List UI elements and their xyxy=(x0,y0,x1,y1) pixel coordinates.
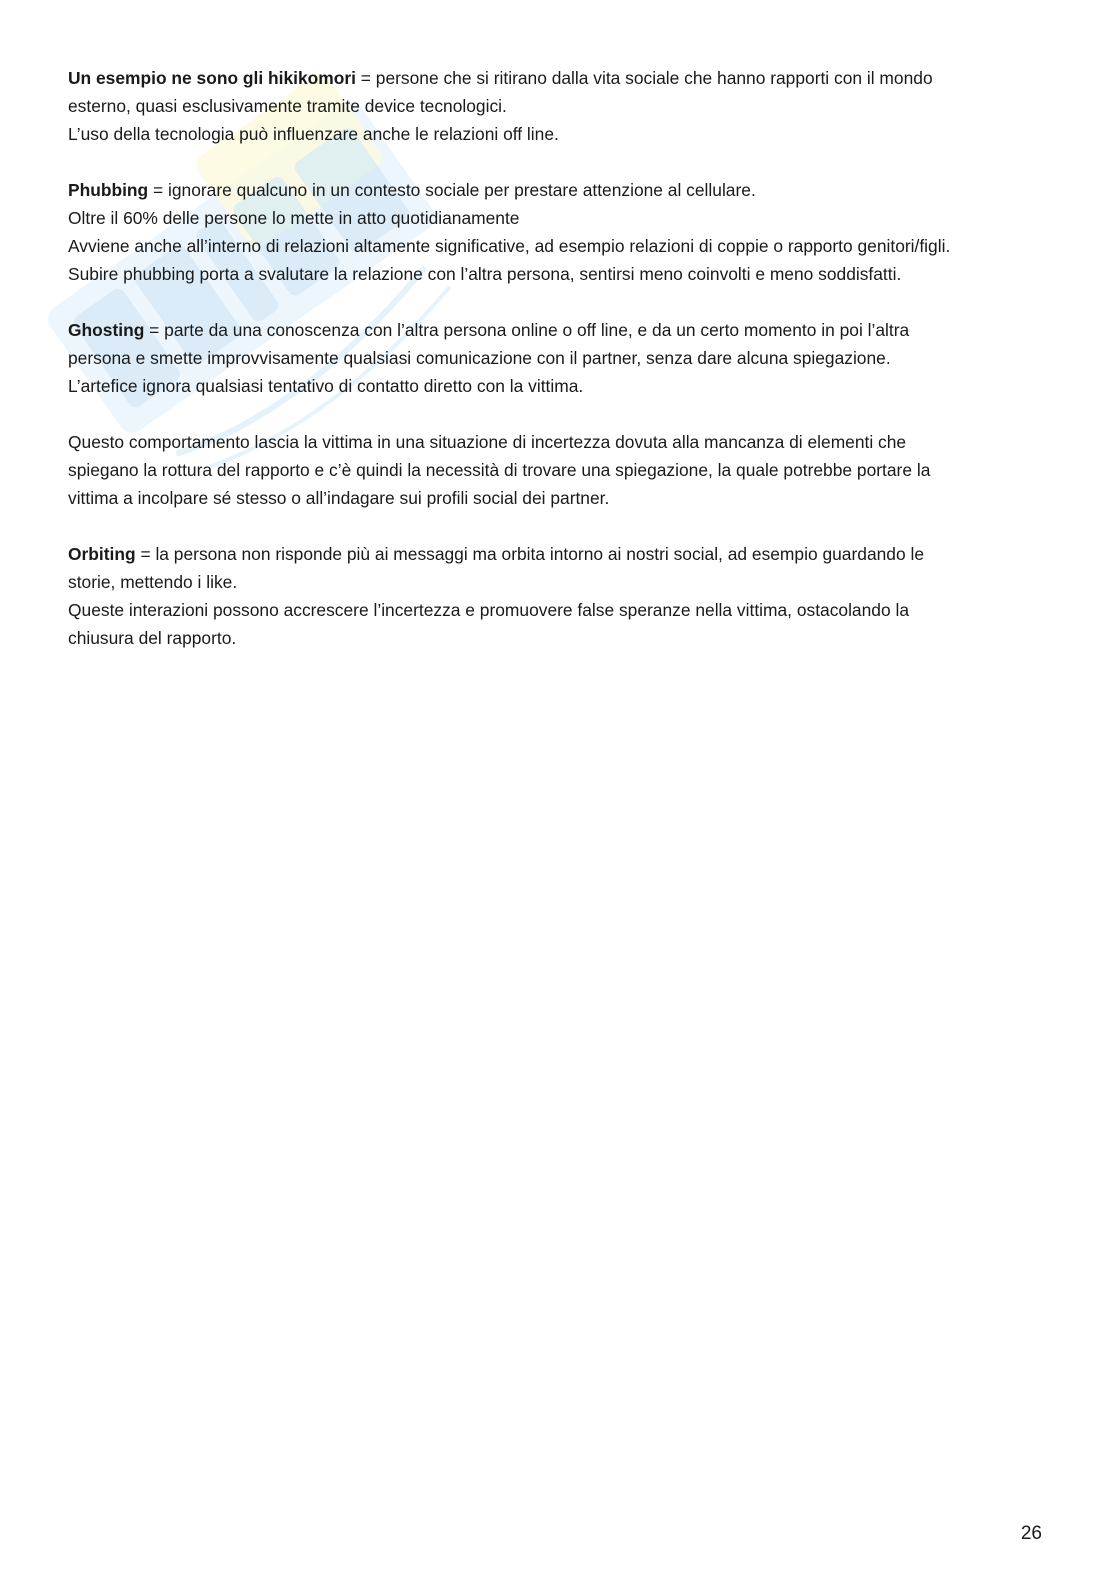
paragraph-line: Subire phubbing porta a svalutare la relazione con l’altra persona, sentirsi meno coinvolti e meno soddisfatti. xyxy=(68,264,902,284)
definition-text: = persone che si ritirano dalla vita sociale che hanno rapporti con il mondo xyxy=(355,68,933,88)
paragraph-first-line xyxy=(68,540,1058,568)
paragraph-line: L’uso della tecnologia può influenzare anche le relazioni off line. xyxy=(68,124,559,144)
term-orbiting: Orbiting xyxy=(68,544,136,564)
paragraph-first-line xyxy=(68,176,1058,204)
term-ghosting: Ghosting xyxy=(68,320,145,340)
paragraph-line: spiegano la rottura del rapporto e c’è quindi la necessità di trovare una spiegazione, la quale potrebbe portare la xyxy=(68,460,931,480)
paragraph-line: Avviene anche all’interno di relazioni altamente significative, ad esempio relazioni di coppie o rapporto genitori/figli. xyxy=(68,236,951,256)
paragraph-line: vittima a incolpare sé stesso o all’indagare sui profili social dei partner. xyxy=(68,488,610,508)
paragraph-phubbing xyxy=(68,176,1058,288)
term-phubbing: Phubbing xyxy=(68,180,149,200)
paragraph-first-line xyxy=(68,64,1058,92)
paragraph-first-line xyxy=(68,316,1058,344)
paragraph-line: esterno, quasi esclusivamente tramite device tecnologici. xyxy=(68,96,507,116)
document-body xyxy=(68,64,1058,680)
paragraph-hikikomori xyxy=(68,64,1058,148)
paragraph-ghosting-effects xyxy=(68,428,1058,512)
paragraph-line: Questo comportamento lascia la vittima in una situazione di incertezza dovuta alla mancanza di elementi che xyxy=(68,432,907,452)
paragraph-ghosting xyxy=(68,316,1058,400)
paragraph-orbiting xyxy=(68,540,1058,652)
paragraph-line: chiusura del rapporto. xyxy=(68,628,237,648)
paragraph-line: persona e smette improvvisamente qualsiasi comunicazione con il partner, senza dare alcuna spiegazione. xyxy=(68,348,891,368)
paragraph-line: L’artefice ignora qualsiasi tentativo di contatto diretto con la vittima. xyxy=(68,376,584,396)
definition-text: = la persona non risponde più ai messaggi ma orbita intorno ai nostri social, ad esempio guardando le xyxy=(135,544,924,564)
definition-text: = ignorare qualcuno in un contesto sociale per prestare attenzione al cellulare. xyxy=(148,180,756,200)
paragraph-line: Oltre il 60% delle persone lo mette in atto quotidianamente xyxy=(68,208,520,228)
definition-text: = parte da una conoscenza con l’altra persona online o off line, e da un certo momento in poi l’altra xyxy=(144,320,910,340)
page-number: 26 xyxy=(1020,1523,1042,1544)
paragraph-line: storie, mettendo i like. xyxy=(68,572,238,592)
term-hikikomori: Un esempio ne sono gli hikikomori xyxy=(68,68,356,88)
paragraph-line: Queste interazioni possono accrescere l’incertezza e promuovere false speranze nella vittima, ostacolando la xyxy=(68,600,909,620)
